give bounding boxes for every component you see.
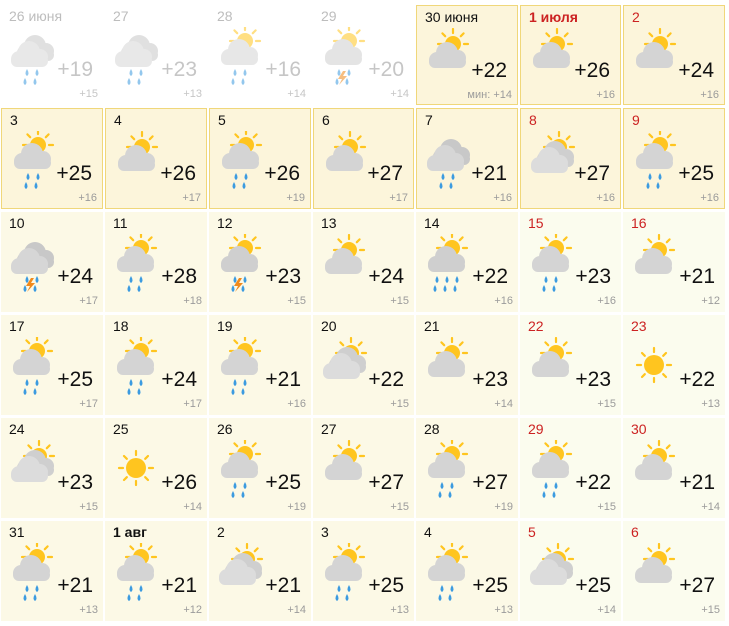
min-temperature: +14 xyxy=(701,501,720,513)
day-date: 24 xyxy=(9,421,25,437)
max-temperature: +22 xyxy=(575,471,611,494)
min-temperature: +13 xyxy=(701,398,720,410)
max-temperature: +22 xyxy=(471,59,507,82)
min-temperature: +15 xyxy=(390,501,409,513)
min-temperature: +16 xyxy=(78,192,97,204)
min-temperature: +12 xyxy=(701,295,720,307)
min-temperature: +12 xyxy=(183,604,202,616)
min-temperature: +15 xyxy=(79,88,98,100)
day-cell[interactable] xyxy=(416,5,518,105)
day-date: 17 xyxy=(9,318,25,334)
day-cell[interactable] xyxy=(520,5,621,105)
min-temperature: +17 xyxy=(182,192,201,204)
day-date: 20 xyxy=(321,318,337,334)
min-temperature: +14 xyxy=(597,604,616,616)
min-temperature: +16 xyxy=(597,295,616,307)
min-temperature: +15 xyxy=(79,501,98,513)
sun-cloud-rain-icon xyxy=(215,337,265,395)
max-temperature: +21 xyxy=(265,574,301,597)
min-temperature xyxy=(467,89,512,101)
sun-cloud-storm-icon xyxy=(319,27,369,85)
day-cell[interactable] xyxy=(623,418,725,518)
sun-cloudy-icon xyxy=(527,131,577,189)
day-date: 3 xyxy=(321,524,329,540)
min-value: +14 xyxy=(493,89,512,101)
max-temperature: +26 xyxy=(160,162,196,185)
max-temperature: +27 xyxy=(574,162,610,185)
sun-cloudy-icon xyxy=(526,543,576,601)
max-temperature: +22 xyxy=(368,368,404,391)
min-temperature: +14 xyxy=(183,501,202,513)
max-temperature: +26 xyxy=(574,59,610,82)
day-cell[interactable] xyxy=(623,521,725,621)
max-temperature: +21 xyxy=(57,574,93,597)
day-date: 27 xyxy=(321,421,337,437)
day-cell[interactable] xyxy=(520,212,621,312)
min-temperature: +14 xyxy=(287,604,306,616)
day-date: 14 xyxy=(424,215,440,231)
max-temperature: +23 xyxy=(575,265,611,288)
max-temperature: +16 xyxy=(265,58,301,81)
day-cell[interactable] xyxy=(313,521,414,621)
sun-cloud-icon xyxy=(320,131,370,189)
max-temperature: +23 xyxy=(472,368,508,391)
day-cell[interactable] xyxy=(1,5,103,105)
max-temperature: +27 xyxy=(368,471,404,494)
max-temperature: +26 xyxy=(161,471,197,494)
max-temperature: +21 xyxy=(679,265,715,288)
day-date: 1 июля xyxy=(529,9,578,25)
day-date: 6 xyxy=(322,112,330,128)
min-temperature: +15 xyxy=(390,295,409,307)
day-date: 12 xyxy=(217,215,233,231)
min-temperature: +19 xyxy=(494,501,513,513)
cloud-rain-icon xyxy=(7,27,57,85)
day-date: 29 xyxy=(321,8,337,24)
min-temperature: +15 xyxy=(597,501,616,513)
day-cell[interactable] xyxy=(416,212,518,312)
day-date: 30 июня xyxy=(425,9,479,25)
min-temperature: +13 xyxy=(79,604,98,616)
max-temperature: +20 xyxy=(368,58,404,81)
day-cell[interactable] xyxy=(416,315,518,415)
sun-cloud-icon xyxy=(629,543,679,601)
min-temperature: +15 xyxy=(287,295,306,307)
max-temperature: +25 xyxy=(575,574,611,597)
day-date: 23 xyxy=(631,318,647,334)
sun-cloud-icon xyxy=(319,440,369,498)
sun-cloud-rain-icon xyxy=(630,131,680,189)
sun-cloud-rain-icon xyxy=(526,440,576,498)
day-cell[interactable] xyxy=(209,521,311,621)
day-date: 4 xyxy=(114,112,122,128)
cloud-storm-icon xyxy=(7,234,57,292)
day-date: 2 xyxy=(632,9,640,25)
day-date: 4 xyxy=(424,524,432,540)
day-date: 6 xyxy=(631,524,639,540)
day-cell[interactable] xyxy=(1,315,103,415)
max-temperature: +23 xyxy=(161,58,197,81)
day-date: 15 xyxy=(528,215,544,231)
sun-cloud-rain-icon xyxy=(422,543,472,601)
sun-cloud-icon xyxy=(112,131,162,189)
sun-cloud-rain-icon xyxy=(111,234,161,292)
day-cell[interactable] xyxy=(105,418,207,518)
max-temperature: +25 xyxy=(265,471,301,494)
day-cell[interactable] xyxy=(623,212,725,312)
day-cell[interactable] xyxy=(623,5,725,105)
day-cell[interactable] xyxy=(623,108,725,209)
max-temperature: +23 xyxy=(265,265,301,288)
max-temperature: +26 xyxy=(264,162,300,185)
day-date: 31 xyxy=(9,524,25,540)
max-temperature: +25 xyxy=(56,162,92,185)
day-cell[interactable] xyxy=(1,108,103,209)
sun-cloud-rain-icon xyxy=(319,543,369,601)
day-cell[interactable] xyxy=(416,418,518,518)
max-temperature: +24 xyxy=(57,265,93,288)
sun-cloud-icon xyxy=(629,234,679,292)
day-date: 8 xyxy=(529,112,537,128)
min-temperature: +15 xyxy=(701,604,720,616)
max-temperature: +25 xyxy=(472,574,508,597)
day-cell[interactable] xyxy=(520,418,621,518)
day-cell[interactable] xyxy=(623,315,725,415)
min-temperature: +16 xyxy=(596,89,615,101)
max-temperature: +24 xyxy=(161,368,197,391)
sun-cloud-rain-icon xyxy=(111,337,161,395)
sun-cloud-rain-icon xyxy=(8,131,58,189)
sun-cloud-rain-icon xyxy=(215,440,265,498)
day-cell[interactable] xyxy=(1,521,103,621)
min-temperature: +17 xyxy=(79,295,98,307)
day-cell[interactable] xyxy=(105,5,207,105)
min-temperature: +18 xyxy=(183,295,202,307)
sun-cloud-rain-icon xyxy=(215,27,265,85)
day-cell[interactable] xyxy=(209,212,311,312)
cloud-rain-icon xyxy=(111,27,161,85)
max-temperature: +27 xyxy=(679,574,715,597)
min-temperature: +19 xyxy=(287,501,306,513)
min-temperature: +17 xyxy=(389,192,408,204)
max-temperature: +22 xyxy=(472,265,508,288)
min-temperature: +14 xyxy=(494,398,513,410)
sun-cloud-rain-icon xyxy=(216,131,266,189)
day-cell[interactable] xyxy=(1,212,103,312)
day-cell[interactable] xyxy=(313,108,414,209)
day-date: 18 xyxy=(113,318,129,334)
min-temperature: +16 xyxy=(287,398,306,410)
sun-cloud-rain-icon xyxy=(422,440,472,498)
day-date: 3 xyxy=(10,112,18,128)
sun-cloud-rain-icon xyxy=(7,337,57,395)
max-temperature: +19 xyxy=(57,58,93,81)
day-date: 11 xyxy=(113,215,128,231)
max-temperature: +21 xyxy=(471,162,507,185)
min-label: мин: xyxy=(467,89,491,101)
min-temperature: +16 xyxy=(596,192,615,204)
max-temperature: +28 xyxy=(161,265,197,288)
max-temperature: +24 xyxy=(368,265,404,288)
day-date: 27 xyxy=(113,8,129,24)
max-temperature: +23 xyxy=(57,471,93,494)
max-temperature: +27 xyxy=(367,162,403,185)
day-date: 5 xyxy=(528,524,536,540)
day-date: 5 xyxy=(218,112,226,128)
min-temperature: +15 xyxy=(390,398,409,410)
day-date: 19 xyxy=(217,318,233,334)
sun-cloud-rain-icon xyxy=(7,543,57,601)
sun-cloudy-icon xyxy=(215,543,265,601)
max-temperature: +27 xyxy=(472,471,508,494)
day-date: 29 xyxy=(528,421,544,437)
day-cell[interactable] xyxy=(209,5,311,105)
max-temperature: +21 xyxy=(161,574,197,597)
day-cell[interactable] xyxy=(313,212,414,312)
min-temperature: +16 xyxy=(700,192,719,204)
day-date: 21 xyxy=(424,318,440,334)
day-date: 10 xyxy=(9,215,25,231)
day-cell[interactable] xyxy=(313,5,414,105)
day-date: 22 xyxy=(528,318,544,334)
day-cell[interactable] xyxy=(105,521,207,621)
sun-icon xyxy=(629,337,679,395)
min-temperature: +16 xyxy=(494,295,513,307)
max-temperature: +25 xyxy=(57,368,93,391)
day-date: 1 авг xyxy=(113,524,147,540)
sun-cloud-icon xyxy=(422,337,472,395)
max-temperature: +24 xyxy=(678,59,714,82)
day-date: 26 xyxy=(217,421,233,437)
day-cell[interactable] xyxy=(416,521,518,621)
day-cell[interactable] xyxy=(1,418,103,518)
sun-cloud-storm-icon xyxy=(215,234,265,292)
day-cell[interactable] xyxy=(105,108,207,209)
day-date: 13 xyxy=(321,215,337,231)
day-cell[interactable] xyxy=(105,212,207,312)
day-cell[interactable] xyxy=(520,521,621,621)
day-date: 16 xyxy=(631,215,647,231)
day-date: 28 xyxy=(424,421,440,437)
day-cell[interactable] xyxy=(209,315,311,415)
day-date: 28 xyxy=(217,8,233,24)
min-temperature: +17 xyxy=(183,398,202,410)
day-cell[interactable] xyxy=(416,108,518,209)
day-date: 25 xyxy=(113,421,129,437)
min-temperature: +13 xyxy=(494,604,513,616)
day-cell[interactable] xyxy=(313,315,414,415)
sun-cloud-icon xyxy=(630,28,680,86)
day-date: 7 xyxy=(425,112,433,128)
max-temperature: +21 xyxy=(679,471,715,494)
min-temperature: +15 xyxy=(597,398,616,410)
min-temperature: +14 xyxy=(287,88,306,100)
min-temperature: +14 xyxy=(390,88,409,100)
day-cell[interactable] xyxy=(209,418,311,518)
min-temperature: +13 xyxy=(390,604,409,616)
day-date: 2 xyxy=(217,524,225,540)
max-temperature: +21 xyxy=(265,368,301,391)
sun-cloud-icon xyxy=(526,337,576,395)
day-date: 30 xyxy=(631,421,647,437)
max-temperature: +22 xyxy=(679,368,715,391)
day-cell[interactable] xyxy=(313,418,414,518)
sun-cloud-icon xyxy=(527,28,577,86)
min-temperature: +16 xyxy=(493,192,512,204)
sun-cloud-heavy-rain-icon xyxy=(422,234,472,292)
max-temperature: +25 xyxy=(368,574,404,597)
day-cell[interactable] xyxy=(520,315,621,415)
day-cell[interactable] xyxy=(105,315,207,415)
sun-cloudy-icon xyxy=(319,337,369,395)
sun-cloud-icon xyxy=(629,440,679,498)
max-temperature: +25 xyxy=(678,162,714,185)
sun-cloud-rain-icon xyxy=(111,543,161,601)
sun-icon xyxy=(111,440,161,498)
day-cell[interactable] xyxy=(209,108,311,209)
sun-cloud-rain-icon xyxy=(526,234,576,292)
sun-cloud-icon xyxy=(423,28,473,86)
sun-cloudy-icon xyxy=(7,440,57,498)
day-date: 9 xyxy=(632,112,640,128)
min-temperature: +13 xyxy=(183,88,202,100)
min-temperature: +19 xyxy=(286,192,305,204)
max-temperature: +23 xyxy=(575,368,611,391)
cloud-rain-icon xyxy=(423,131,473,189)
min-temperature: +17 xyxy=(79,398,98,410)
sun-cloud-icon xyxy=(319,234,369,292)
day-date: 26 июня xyxy=(9,8,63,24)
day-cell[interactable] xyxy=(520,108,621,209)
min-temperature: +16 xyxy=(700,89,719,101)
